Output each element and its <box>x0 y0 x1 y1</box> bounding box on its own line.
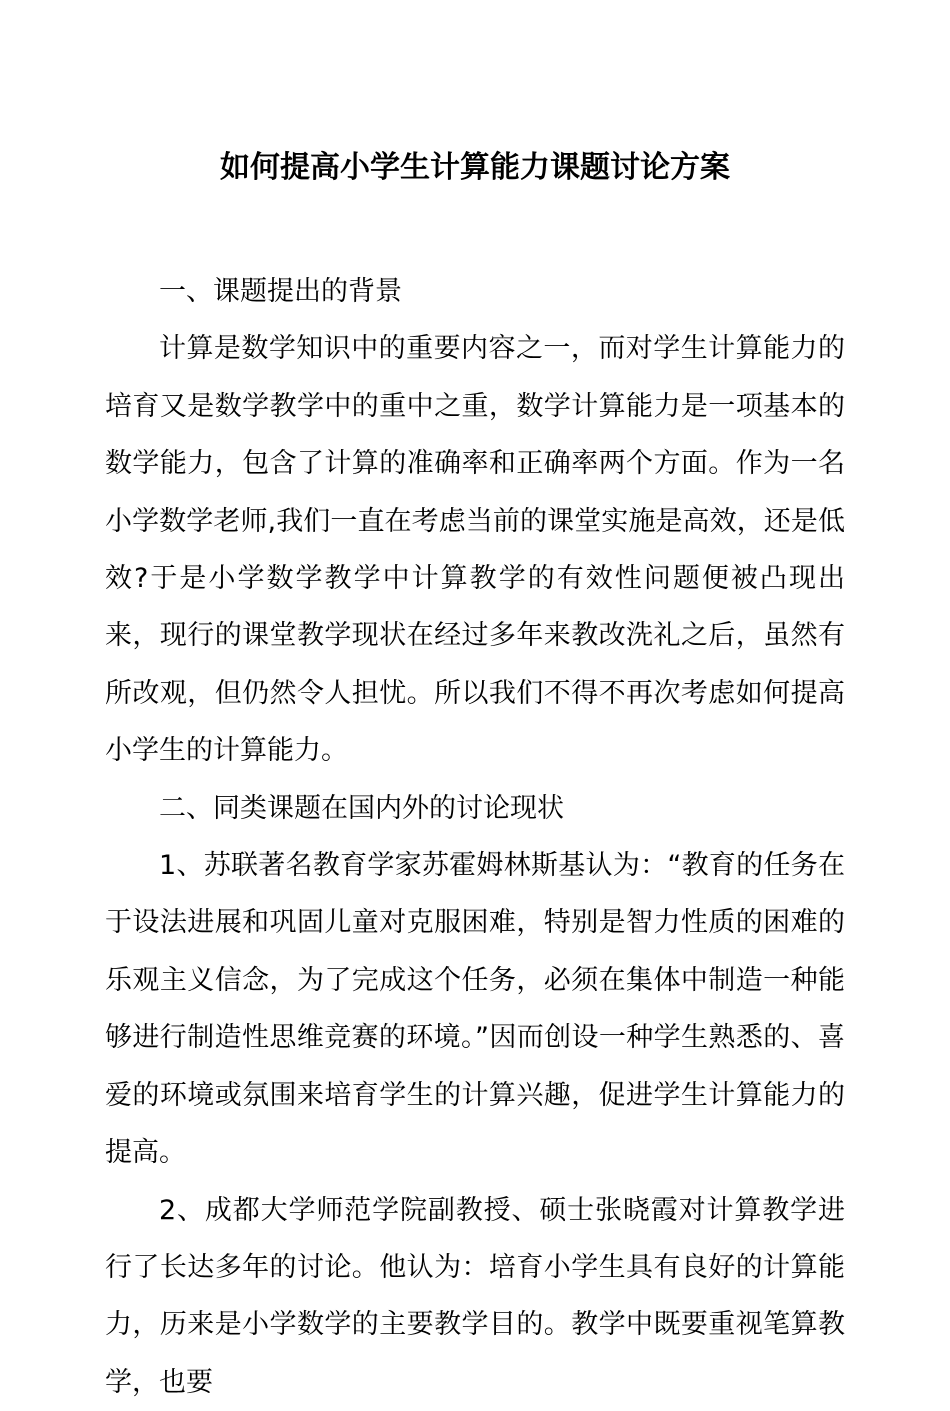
section-heading-background: 一、课题提出的背景 <box>105 263 845 320</box>
paragraph-background: 计算是数学知识中的重要内容之一，而对学生计算能力的培育又是数学教学中的重中之重，数学计算能力是一项基本的数学能力，包含了计算的准确率和正确率两个方面。作为一名小学数学老师,我们一直在考虑当前的课堂实施是高效，还是低效?于是小学数学教学中计算教学的有效性问题便被凸现出来，现行的课堂教学现状在经过多年来教改洗礼之后，虽然有所改观，但仍然令人担忧。所以我们不得不再次考虑如何提高小学生的计算能力。 <box>105 320 845 779</box>
paragraph-research-2: 2、成都大学师范学院副教授、硕士张晓霞对计算教学进行了长达多年的讨论。他认为：培育小学生具有良好的计算能力，历来是小学数学的主要教学目的。教学中既要重视笔算教学，也要 <box>105 1182 845 1411</box>
document-body <box>105 263 845 1411</box>
paragraph-research-1: 1、苏联著名教育学家苏霍姆林斯基认为：“教育的任务在于设法进展和巩固儿童对克服困难，特别是智力性质的困难的乐观主义信念，为了完成这个任务，必须在集体中制造一种能够进行制造性思维竞赛的环境。”因而创设一种学生熟悉的、喜爱的环境或氛围来培育学生的计算兴趣，促进学生计算能力的提高。 <box>105 837 845 1181</box>
section-heading-research-status: 二、同类课题在国内外的讨论现状 <box>105 780 845 837</box>
document-title: 如何提高小学生计算能力课题讨论方案 <box>0 146 950 190</box>
